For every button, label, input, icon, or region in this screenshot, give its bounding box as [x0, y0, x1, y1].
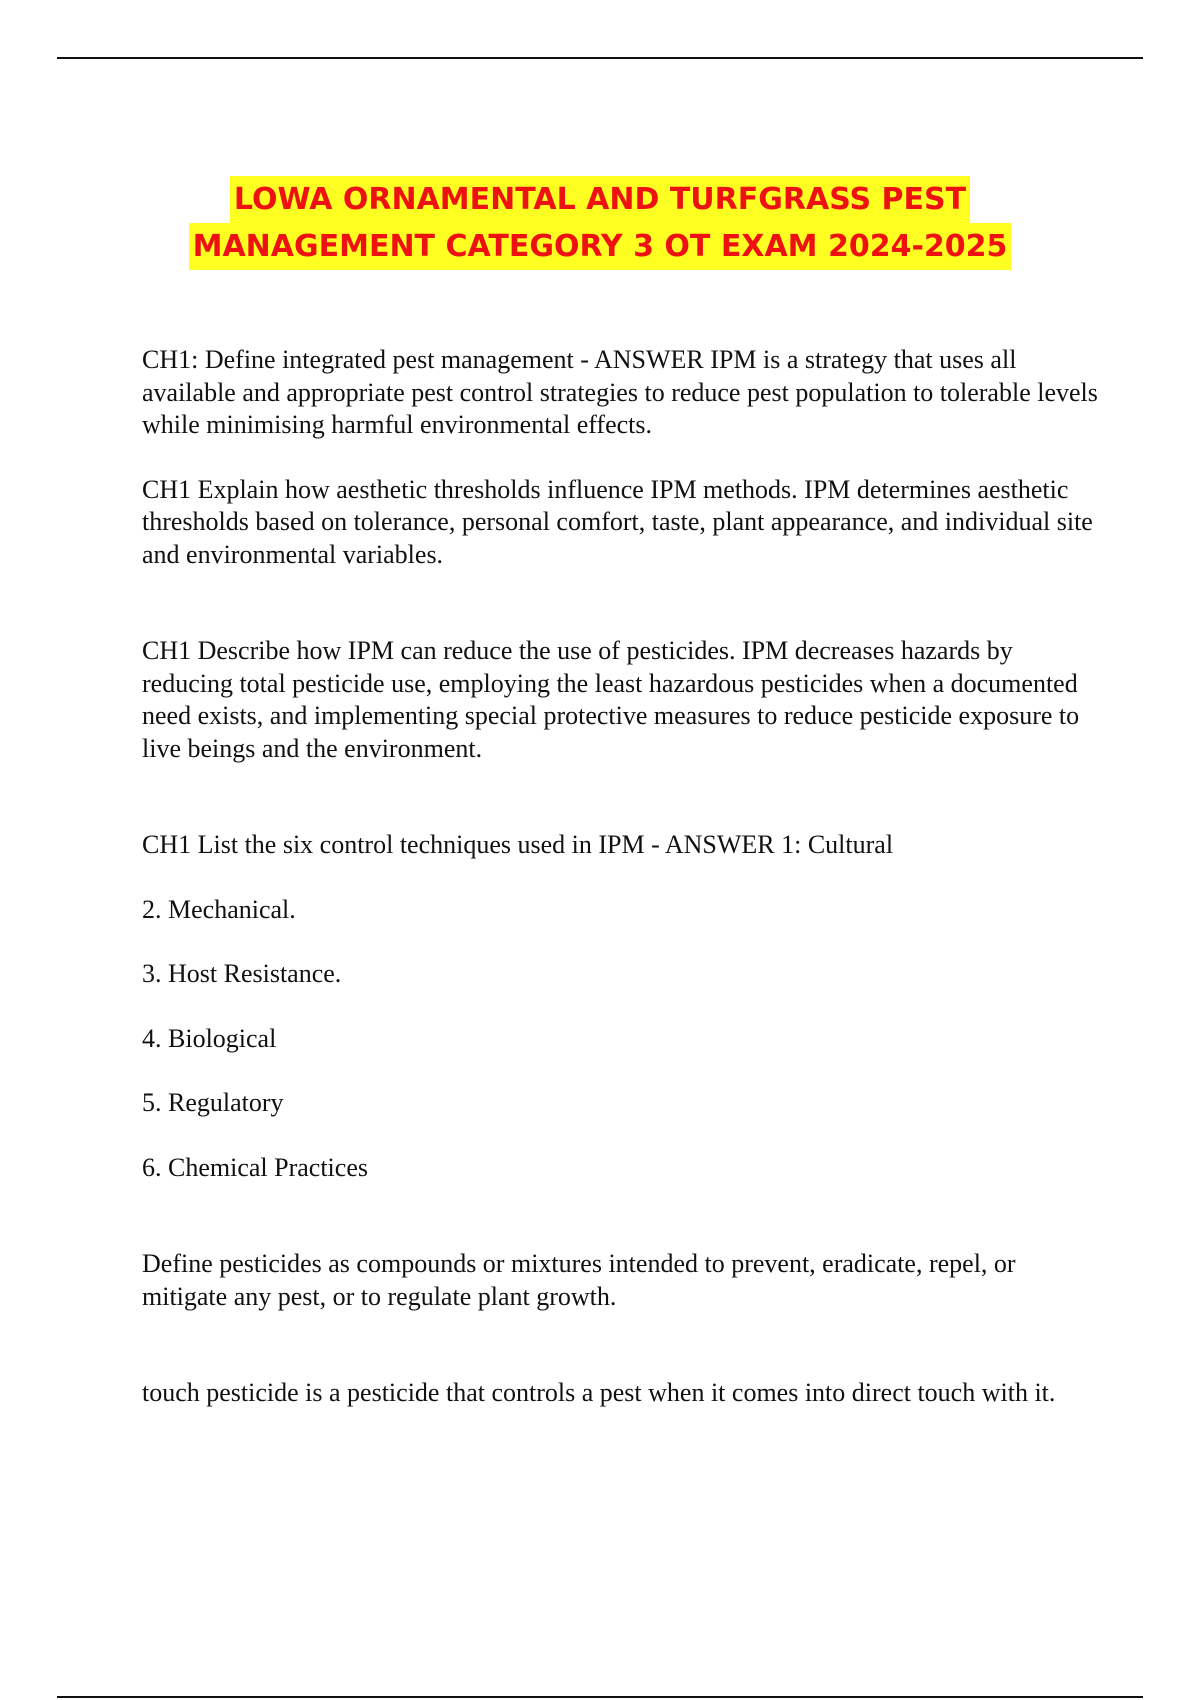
title-line-1: LOWA ORNAMENTAL AND TURFGRASS PEST	[230, 176, 970, 223]
paragraph-aesthetic-thresholds: CH1 Explain how aesthetic thresholds influence IPM methods. IPM determines aesthetic thresholds based on tolerance, personal comfort, taste, plant appearance, and individual site and environmental variables.	[142, 474, 1093, 569]
title-line-2: MANAGEMENT CATEGORY 3 OT EXAM 2024-2025	[189, 223, 1012, 270]
list-item-mechanical: 2. Mechanical.	[142, 894, 296, 924]
paragraph-pesticide-definition: Define pesticides as compounds or mixtures intended to prevent, eradicate, repel, or mitigate any pest, or to regulate plant growth.	[142, 1249, 1016, 1311]
paragraph-reduce-pesticides: CH1 Describe how IPM can reduce the use of pesticides. IPM decreases hazards by reducing total pesticide use, employing the least hazardous pesticides when a documented need exists, and implementing special protective measures to reduce pesticide exposure to live beings and the environment.	[142, 636, 1080, 763]
list-item-chemical-practices: 6. Chemical Practices	[142, 1152, 368, 1182]
list-item-regulatory: 5. Regulatory	[142, 1088, 284, 1117]
top-rule	[57, 57, 1143, 59]
paragraph-control-techniques: CH1 List the six control techniques used in IPM - ANSWER 1: Cultural	[142, 830, 894, 859]
document-title	[0, 176, 1200, 270]
bottom-rule	[57, 1696, 1143, 1698]
list-item-host-resistance: 3. Host Resistance.	[142, 959, 342, 988]
list-item-biological: 4. Biological	[142, 1023, 277, 1053]
paragraph-ipm-definition: CH1: Define integrated pest management - ANSWER IPM is a strategy that uses all available and appropriate pest control strategies to reduce pest population to tolerable levels while minimising harmful environmental effects.	[142, 345, 1098, 439]
document-body	[142, 344, 1102, 1410]
paragraph-touch-pesticide: touch pesticide is a pesticide that controls a pest when it comes into direct touch with it.	[142, 1378, 1056, 1407]
